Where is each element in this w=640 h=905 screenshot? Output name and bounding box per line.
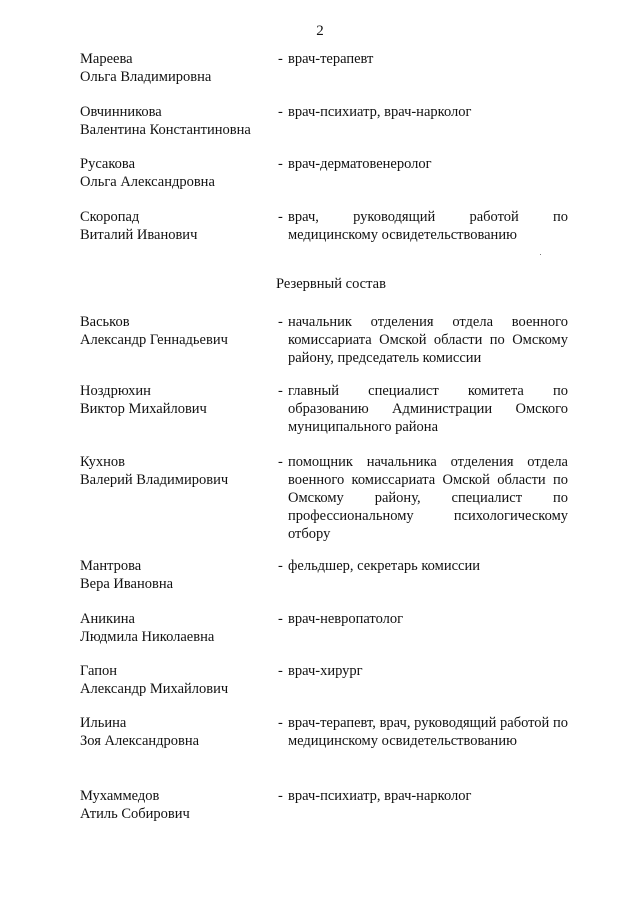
member-surname: Гапон	[80, 663, 118, 679]
member-surname: Кухнов	[80, 454, 125, 470]
member-given-names: Атиль Собирович	[80, 806, 190, 822]
role-text: врач-дерматовенеролог	[288, 156, 432, 172]
role-text: врач, руководящий работой по медицинскому освидетельствованию	[288, 209, 568, 243]
role-dash: -	[278, 788, 283, 804]
member-surname: Васьков	[80, 314, 130, 330]
role-text: врач-хирург	[288, 663, 363, 679]
member-given-names: Ольга Владимировна	[80, 69, 212, 85]
member-name	[80, 662, 270, 698]
member-given-names: Вера Ивановна	[80, 576, 174, 592]
role-dash: -	[278, 611, 283, 627]
role-dash: -	[278, 454, 283, 470]
member-surname: Мантрова	[80, 558, 142, 574]
member-surname: Скоропад	[80, 209, 140, 225]
member-given-names: Виктор Михайлович	[80, 401, 207, 417]
member-name	[80, 382, 270, 418]
member-name	[80, 50, 270, 86]
role-dash: -	[278, 314, 283, 330]
page-number: 2	[316, 23, 324, 39]
member-name	[80, 103, 270, 139]
scan-speck	[540, 254, 541, 255]
role-text: врач-психиатр, врач-нарколог	[288, 104, 472, 120]
role-text: врач-психиатр, врач-нарколог	[288, 788, 472, 804]
member-name	[80, 557, 270, 593]
member-given-names: Валентина Константиновна	[80, 122, 251, 138]
member-surname: Овчинникова	[80, 104, 162, 120]
member-given-names: Ольга Александровна	[80, 174, 215, 190]
role-text: помощник начальника отделения отдела военного комиссариата Омской области по Омскому району, специалист по профессиональному психологическому отбору	[288, 454, 568, 542]
member-given-names: Зоя Александровна	[80, 733, 200, 749]
role-dash: -	[278, 104, 283, 120]
member-surname: Ильина	[80, 715, 127, 731]
member-surname: Русакова	[80, 156, 136, 172]
role-dash: -	[278, 663, 283, 679]
role-text: начальник отделения отдела военного комиссариата Омской области по Омскому району, председатель комиссии	[288, 314, 568, 366]
reserve-section-title: Резервный состав	[276, 276, 386, 292]
member-given-names: Александр Михайлович	[80, 681, 229, 697]
member-name	[80, 155, 270, 191]
member-given-names: Валерий Владимирович	[80, 472, 229, 488]
member-name	[80, 453, 270, 489]
member-name	[80, 610, 270, 646]
role-dash: -	[278, 715, 283, 731]
member-name	[80, 787, 270, 823]
role-text: врач-невропатолог	[288, 611, 404, 627]
role-text: врач-терапевт, врач, руководящий работой по медицинскому освидетельствованию	[288, 715, 568, 749]
role-dash: -	[278, 558, 283, 574]
member-name	[80, 714, 270, 750]
member-given-names: Людмила Николаевна	[80, 629, 215, 645]
role-text: главный специалист комитета по образованию Администрации Омского муниципального района	[288, 383, 568, 435]
member-name	[80, 313, 270, 349]
member-surname: Мухаммедов	[80, 788, 160, 804]
role-text: фельдшер, секретарь комиссии	[288, 558, 480, 574]
role-dash: -	[278, 156, 283, 172]
member-name	[80, 208, 270, 244]
role-dash: -	[278, 51, 283, 67]
member-surname: Мареева	[80, 51, 133, 67]
role-dash: -	[278, 209, 283, 225]
member-surname: Аникина	[80, 611, 135, 627]
role-text: врач-терапевт	[288, 51, 374, 67]
member-given-names: Александр Геннадьевич	[80, 332, 228, 348]
member-surname: Ноздрюхин	[80, 383, 151, 399]
member-given-names: Виталий Иванович	[80, 227, 198, 243]
role-dash: -	[278, 383, 283, 399]
